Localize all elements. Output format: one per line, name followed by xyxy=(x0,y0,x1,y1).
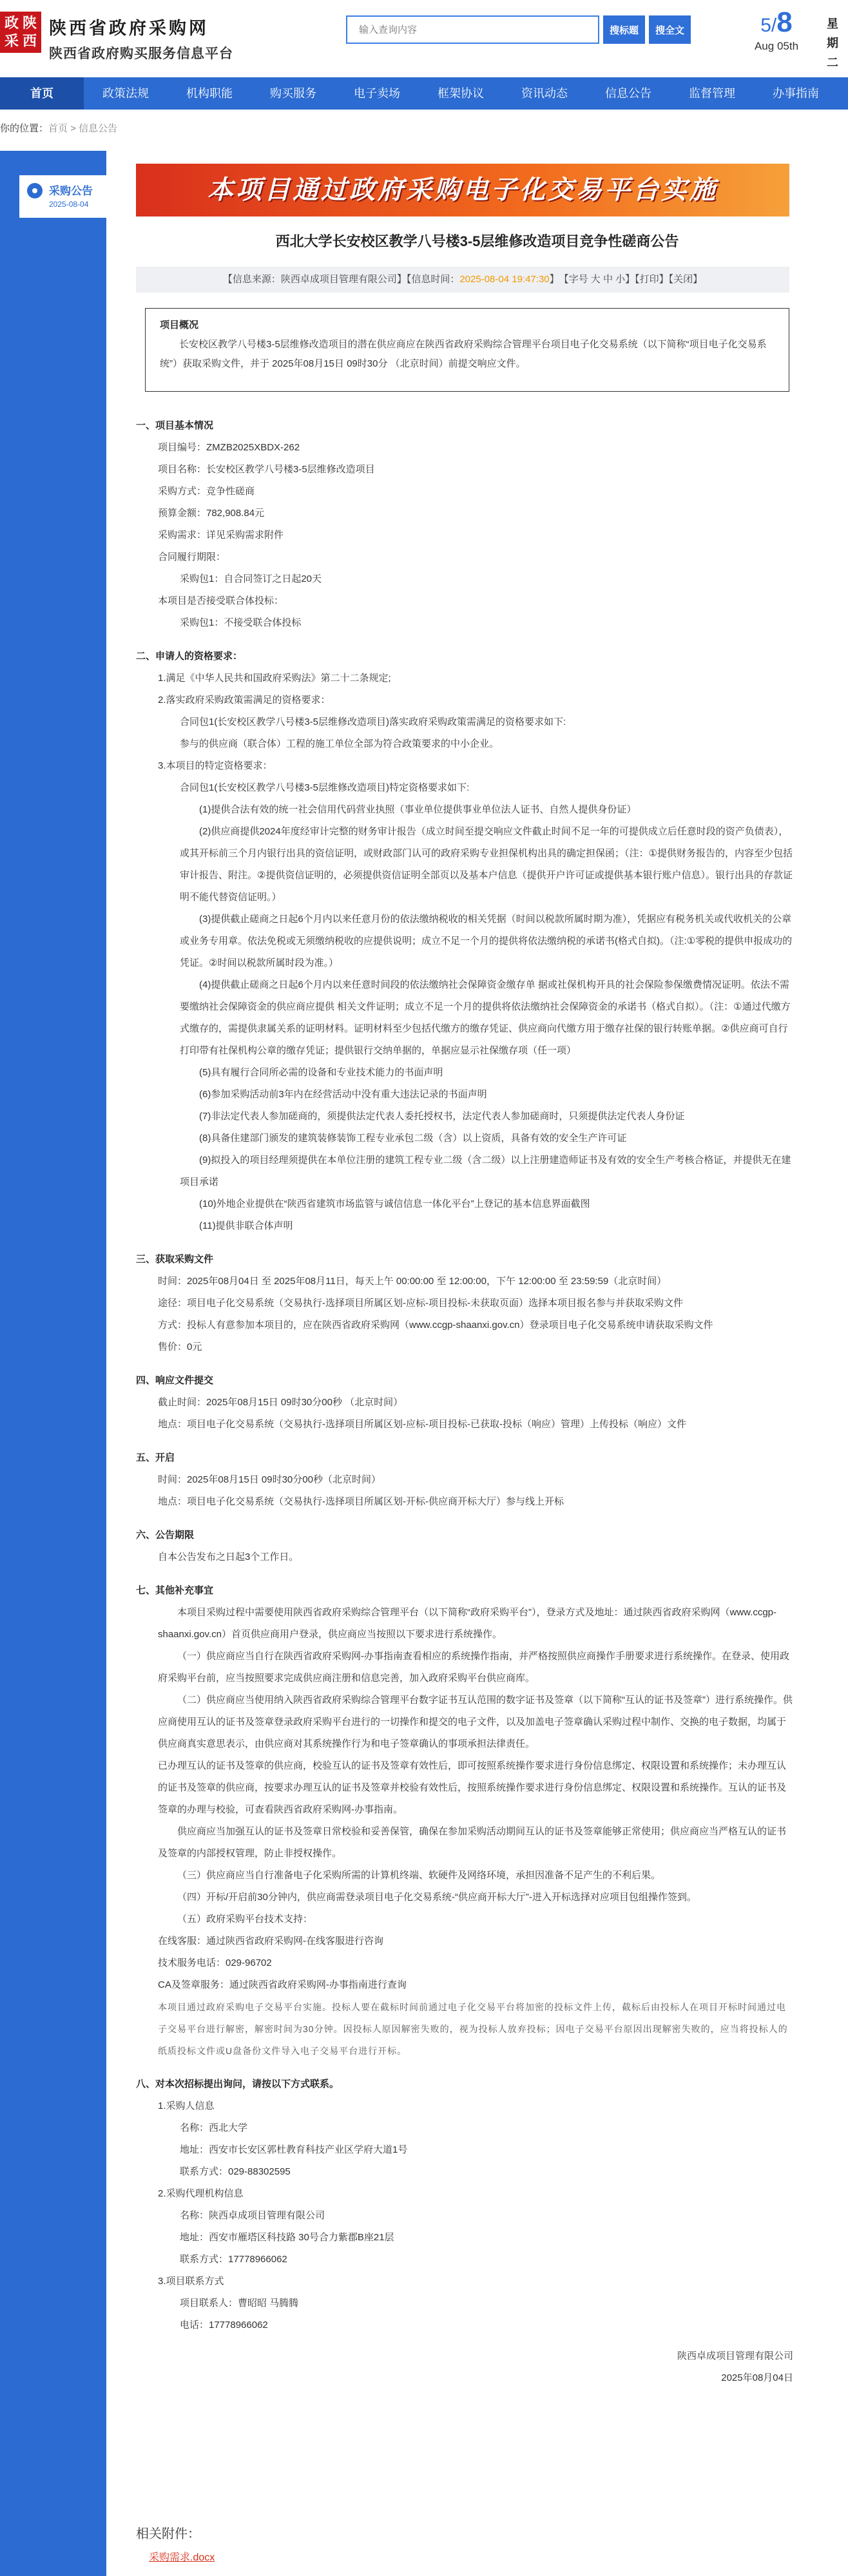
info-tools[interactable]: 】 【字号 大 中 小】【打印】【关闭】 xyxy=(549,274,703,285)
text-line: 项目名称：长安校区教学八号楼3-5层维修改造项目 xyxy=(158,464,375,475)
requirement-item: (8)具备住建部门颁发的建筑装修装饰工程专业承包二级（含）以上资质，具备有效的安全生产许可证 xyxy=(199,1133,627,1144)
text-line: 方式：投标人有意参加本项目的，应在陕西省政府采购网（www.ccgp-shaanxi.gov.cn）登录项目电子化交易系统申请获取采购文件 xyxy=(158,1320,713,1331)
text-line: 地点：项目电子化交易系统（交易执行-选择项目所属区划-开标-供应商开标大厅）参与线上开标 xyxy=(158,1496,564,1507)
logo-char: 政 xyxy=(4,15,19,31)
sidebar-item-announcement[interactable] xyxy=(19,175,106,218)
text-line: 地址：西安市长安区郭杜教育科技产业区学府大道1号 xyxy=(180,2144,408,2155)
nav-item[interactable]: 购买服务 xyxy=(270,87,316,100)
page-title: 西北大学长安校区教学八号楼3-5层维修改造项目竞争性磋商公告 xyxy=(275,233,679,249)
signature-org: 陕西卓成项目管理有限公司 xyxy=(677,2350,793,2361)
text-line: 联系方式：17778966062 xyxy=(180,2254,287,2265)
nav-item[interactable]: 办事指南 xyxy=(773,87,819,100)
text-line: 预算金额：782,908.84元 xyxy=(158,508,265,519)
requirement-item: (10)外地企业提供在“陕西省建筑市场监管与诚信信息一体化平台”上登记的基本信息界面截图 xyxy=(199,1198,590,1209)
text-line: 3.本项目的特定资格要求： xyxy=(158,760,273,771)
text-line: 名称：西北大学 xyxy=(180,2122,248,2133)
text-line: 名称：陕西卓成项目管理有限公司 xyxy=(180,2210,325,2221)
breadcrumb-current[interactable]: 信息公告 xyxy=(79,123,118,134)
paragraph: 本项目采购过程中需要使用陕西省政府采购综合管理平台（以下简称“政府采购平台”），登录方式及地址：通过陕西省政府采购网（www.ccgp-shaanxi.gov.cn）首页供应商用户登录，供应商应当按照以下要求进行系统操作。 xyxy=(158,1607,777,1640)
nav-item[interactable]: 资讯动态 xyxy=(521,87,568,100)
breadcrumb xyxy=(0,110,848,148)
article-content xyxy=(106,151,848,2576)
paragraph: （三）供应商应当自行准备电子化采购所需的计算机终端、软硬件及网络环境，承担因准备不足产生的不利后果。 xyxy=(177,1870,661,1881)
nav-item[interactable]: 电子卖场 xyxy=(354,87,400,100)
e-trading-banner: 本项目通过政府采购电子化交易平台实施 xyxy=(136,164,789,216)
paragraph: 供应商应当加强互认的证书及签章日常校验和妥善保管，确保在参加采购活动期间互认的证书及签章能够正常使用；供应商应当严格互认的证书及签章的内部授权管理，防止非授权操作。 xyxy=(158,1826,787,1859)
section-heading: 三、获取采购文件 xyxy=(136,1254,214,1265)
site-logo[interactable] xyxy=(0,12,41,53)
site-header xyxy=(0,0,848,77)
text-line: 项目联系人：曹昭昭 马腾腾 xyxy=(180,2298,299,2309)
attachment-link[interactable]: 采购需求.docx xyxy=(149,2552,215,2563)
text-line: 采购方式：竞争性磋商 xyxy=(158,486,255,497)
text-line: 采购包1：不接受联合体投标 xyxy=(180,617,302,628)
date-english: Aug 05th xyxy=(754,40,799,52)
paragraph: （四）开标/开启前30分钟内，供应商需登录项目电子化交易系统-“供应商开标大厅”-进入开标选择对应项目包组操作签到。 xyxy=(177,1892,697,1903)
section-heading: 七、其他补充事宜 xyxy=(136,1585,214,1596)
date-day: 8 xyxy=(776,6,793,38)
breadcrumb-home[interactable]: 首页 xyxy=(48,123,68,134)
logo-char: 陕 xyxy=(22,15,37,31)
sidebar-band xyxy=(0,151,106,2576)
weekday: 星期二 xyxy=(827,17,838,69)
requirement-item: (6)参加采购活动前3年内在经营活动中没有重大违法记录的书面声明 xyxy=(199,1089,487,1100)
date-month: 5 xyxy=(760,15,771,36)
nav-item[interactable]: 机构职能 xyxy=(186,87,233,100)
requirement-item: (7)非法定代表人参加磋商的，须提供法定代表人委托授权书，法定代表人参加磋商时，只须提供法定代表人身份证 xyxy=(199,1111,685,1122)
site-title-sub: 陕西省政府购买服务信息平台 xyxy=(49,46,233,61)
requirement-item: (1)提供合法有效的统一社会信用代码营业执照（事业单位提供事业单位法人证书、自然人提供身份证） xyxy=(199,804,637,815)
text-line: 项目编号：ZMZB2025XBDX-262 xyxy=(158,442,300,453)
text-line: 合同包1(长安校区教学八号楼3-5层维修改造项目)落实政府采购政策需满足的资格要求如下: xyxy=(180,716,566,727)
section-heading: 八、对本次招标提出询问，请按以下方式联系。 xyxy=(136,2079,340,2090)
text-line: 合同履行期限： xyxy=(158,552,226,562)
text-line: 地点：项目电子化交易系统（交易执行-选择项目所属区划-应标-项目投标-已获取-投标（响应）管理）上传投标（响应）文件 xyxy=(158,1419,686,1430)
logo-char: 西 xyxy=(22,33,37,49)
info-time: 2025-08-04 19:47:30 xyxy=(459,274,550,285)
text-line: 参与的供应商（联合体）工程的施工单位全部为符合政策要求的中小企业。 xyxy=(180,738,499,749)
section-heading: 五、开启 xyxy=(136,1452,175,1463)
site-title xyxy=(49,14,233,62)
search-title-button[interactable]: 搜标题 xyxy=(603,15,645,44)
overview-text: 长安校区教学八号楼3-5层维修改造项目的潜在供应商应在陕西省政府采购综合管理平台项目电子化交易系统（以下简称“项目电子化交易系统”）获取采购文件，并于 2025年08月15日 09时30分 （北京时间）前提交响应文件。 xyxy=(160,339,767,369)
site-title-main: 陕西省政府采购网 xyxy=(49,19,209,38)
project-overview-box xyxy=(145,308,789,392)
text-line: 本项目是否接受联合体投标： xyxy=(158,595,284,606)
text-line: 联系方式：029-88302595 xyxy=(180,2166,291,2177)
nav-item[interactable]: 信息公告 xyxy=(605,87,651,100)
text-line: CA及签章服务：通过陕西省政府采购网-办事指南进行查询 xyxy=(158,1979,407,1990)
search-input[interactable] xyxy=(346,15,599,44)
requirement-item: (3)提供截止磋商之日起6个月内以来任意月份的依法缴纳税收的相关凭据（时间以税款所属时期为准），凭据应有税务机关或代收机关的公章或业务专用章。依法免税或无须缴纳税收的应提供说明；成立不足一个月的提供将依法缴纳税的承诺书(格式自拟)。（注:①零税的提供申报成功的凭证。②时间以税款所属时段为准。） xyxy=(180,914,793,968)
paragraph: （一）供应商应当自行在陕西省政府采购网-办事指南查看相应的系统操作指南，并严格按照供应商操作手册要求进行系统操作。在登录、使用政府采购平台前，应当按照要求完成供应商注册和信息完善，加入政府采购平台供应商库。 xyxy=(158,1651,790,1684)
text-line: 2.落实政府采购政策需满足的资格要求： xyxy=(158,695,331,706)
text-line: 1.采购人信息 xyxy=(158,2100,215,2111)
date-number: 5/8 xyxy=(760,6,793,38)
text-line: 在线客服：通过陕西省政府采购网-在线客服进行咨询 xyxy=(158,1936,383,1946)
nav-item[interactable]: 框架协议 xyxy=(438,87,484,100)
text-line: 地址：西安市雁塔区科技路 30号合力紫郡B座21层 xyxy=(180,2232,394,2243)
text-line: 采购需求：详见采购需求附件 xyxy=(158,530,284,541)
text-line: 途径：项目电子化交易系统（交易执行-选择项目所属区划-应标-项目投标-未获取页面）选择本项目报名参与并获取采购文件 xyxy=(158,1298,683,1309)
nav-item[interactable]: 首页 xyxy=(0,77,84,110)
requirement-item: (9)拟投入的项目经理须提供在本单位注册的建筑工程专业二级（含二级）以上注册建造师证书及有效的安全生产考核合格证，并提供无在建项目承诺 xyxy=(180,1155,791,1187)
text-line: 2.采购代理机构信息 xyxy=(158,2188,244,2199)
requirement-item: (5)具有履行合同所必需的设备和专业技术能力的书面声明 xyxy=(199,1067,443,1078)
section-heading: 二、申请人的资格要求： xyxy=(136,651,243,662)
radio-dot-icon xyxy=(27,183,43,198)
sidebar-item-date: 2025-08-04 xyxy=(49,200,89,209)
main-nav xyxy=(0,77,848,110)
search-bar xyxy=(346,15,691,44)
text-line: 合同包1(长安校区教学八号楼3-5层维修改造项目)特定资格要求如下: xyxy=(180,782,470,793)
breadcrumb-label: 你的位置： xyxy=(0,123,49,134)
breadcrumb-sep: > xyxy=(68,123,79,134)
requirement-item: (4)提供截止磋商之日起6个月内以来任意时间段的依法缴纳社会保障资金缴存单 据或社保机构开具的社会保险参保缴费情况证明。依法不需要缴纳社会保障资金的供应商应提供 相关文件证明；成立不足一个月的提供将依法缴纳社会保障资金的承诺书（格式自拟）。（注：①通过代缴方式缴存的，需提供隶属关系的证明材料。证明材料至少包括代缴方的缴存凭证、供应商向代缴方用于缴存社保的银行转账单据。②供应商可自行打印带有社保机构公章的缴存凭证；提供银行交纳单据的，单据应显示社保缴存项（任一项） xyxy=(180,979,791,1056)
paragraph: 已办理互认的证书及签章的供应商，校验互认的证书及签章有效性后，即可按照系统操作要求进行身份信息绑定、权限设置和系统操作；未办理互认的证书及签章的供应商，按要求办理互认的证书及签章并校验有效性后，按照系统操作要求进行身份信息绑定、权限设置和系统操作。互认的证书及签章的办理与校验，可查看陕西省政府采购网-办事指南。 xyxy=(158,1760,787,1815)
requirement-item: (2)供应商提供2024年度经审计完整的财务审计报告（成立时间至提交响应文件截止时间不足一年的可提供成立后任意时段的资产负债表），或其开标前三个月内银行出具的资信证明，或财政部门认可的政府采购专业担保机构出具的确定担保函；（注：①提供财务报告的，内容至少包括审计报告、附注。②提供资信证明的，必须提供资信证明全部页以及基本户信息（提供开户许可证或提供基本银行账户信息）。银行出具的存款证明不能代替资信证明。） xyxy=(180,826,793,903)
logo-char: 采 xyxy=(4,33,19,49)
text-line: 时间：2025年08月04日 至 2025年08月11日，每天上午 00:00:00 至 12:00:00，下午 12:00:00 至 23:59:59（北京时间） xyxy=(158,1276,667,1287)
article-info-bar xyxy=(136,267,789,293)
date-display xyxy=(741,6,812,53)
text-line: 自本公告发布之日起3个工作日。 xyxy=(158,1552,299,1562)
nav-item[interactable]: 政策法规 xyxy=(102,87,149,100)
paragraph: （五）政府采购平台技术支持： xyxy=(177,1914,313,1925)
requirement-item: (11)提供非联合体声明 xyxy=(199,1220,293,1231)
section-heading: 六、公告期限 xyxy=(136,1530,195,1541)
text-line: 截止时间：2025年08月15日 09时30分00秒 （北京时间） xyxy=(158,1397,403,1408)
section-heading: 四、响应文件提交 xyxy=(136,1375,214,1386)
text-line: 采购包1：自合同签订之日起20天 xyxy=(180,573,322,584)
e-bidding-note: 本项目通过政府采购电子交易平台实施。投标人要在截标时间前通过电子化交易平台将加密的投标文件上传，截标后由投标人在项目开标时间通过电子交易平台进行解密，解密时间为30分钟。因投标人原因解密失败的，视为投标人放弃投标；因电子交易平台原因出现解密失败的，应当将投标人的纸质投标文件或U盘备份文件导入电子交易平台进行开标。 xyxy=(158,2002,788,2056)
text-line: 技术服务电话：029-96702 xyxy=(158,1957,272,1968)
nav-item[interactable]: 监督管理 xyxy=(689,87,735,100)
article-body xyxy=(136,403,793,2389)
text-line: 电话：17778966062 xyxy=(180,2320,268,2331)
text-line: 时间：2025年08月15日 09时30分00秒（北京时间） xyxy=(158,1474,381,1485)
section-heading: 一、项目基本情况 xyxy=(136,420,214,431)
text-line: 售价：0元 xyxy=(158,1341,202,1352)
sidebar-item-label: 采购公告 xyxy=(49,185,93,197)
text-line: 1.满足《中华人民共和国政府采购法》第二十二条规定; xyxy=(158,673,391,684)
attachments-title: 相关附件： xyxy=(136,2527,200,2541)
paragraph: （二）供应商应当使用纳入陕西省政府采购综合管理平台数字证书互认范围的数字证书及签章（以下简称“互认的证书及签章”）进行系统操作。供应商使用互认的证书及签章登录政府采购平台进行的一切操作和提交的电子文件，以及加盖电子签章确认采购过程中制作、交换的电子数据，均属于供应商真实意思表示，由供应商对其系统操作行为和电子签章确认的事项承担法律责任。 xyxy=(158,1695,793,1749)
signature-date: 2025年08月04日 xyxy=(721,2372,793,2383)
search-fulltext-button[interactable]: 搜全文 xyxy=(649,15,691,44)
info-source: 【信息来源：陕西卓成项目管理有限公司】【信息时间： xyxy=(222,274,460,285)
overview-title: 项目概况 xyxy=(160,320,199,331)
text-line: 3.项目联系方式 xyxy=(158,2276,224,2287)
